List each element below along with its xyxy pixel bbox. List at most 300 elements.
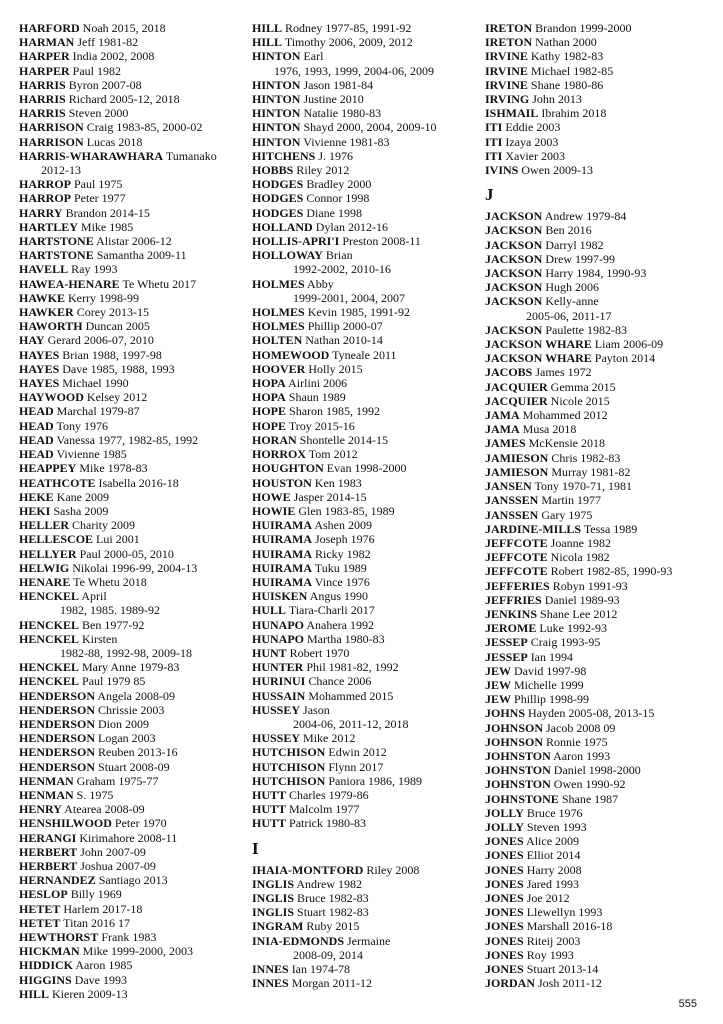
entry-details: Gemma 2015 bbox=[550, 379, 616, 394]
entry-surname: HINTON bbox=[252, 49, 301, 64]
entry-surname: JESSEP bbox=[485, 649, 528, 664]
index-entry bbox=[252, 561, 484, 575]
entry-details: Paul 1982 bbox=[72, 63, 122, 78]
entry-surname: HARRISON bbox=[19, 120, 84, 135]
entry-details: Duncan 2005 bbox=[85, 319, 150, 334]
index-entry bbox=[19, 774, 251, 788]
entry-surname: HEAD bbox=[19, 418, 54, 433]
index-entry bbox=[485, 777, 721, 791]
entry-details: Charles 1979-86 bbox=[289, 787, 369, 802]
entry-surname: HOLLOWAY bbox=[252, 248, 323, 263]
entry-details: Frank 1983 bbox=[101, 930, 157, 944]
entry-surname: JACKSON bbox=[485, 266, 543, 281]
entry-details: Brian bbox=[325, 248, 353, 263]
entry-details: Jermaine bbox=[347, 933, 391, 948]
entry-surname: JACKSON bbox=[485, 280, 543, 295]
entry-surname: HUNTER bbox=[252, 660, 304, 675]
entry-surname: HOUGHTON bbox=[252, 461, 324, 476]
entry-surname: INNES bbox=[252, 976, 289, 991]
entry-details: Eddie 2003 bbox=[505, 120, 561, 135]
index-entry bbox=[19, 277, 251, 291]
entry-surname: INGLIS bbox=[252, 876, 295, 891]
entry-surname: HUIRAMA bbox=[252, 518, 312, 533]
section-letter-heading: J bbox=[485, 185, 494, 205]
index-entry bbox=[485, 223, 721, 237]
index-entry bbox=[485, 749, 721, 763]
index-entry bbox=[19, 319, 251, 333]
index-entry bbox=[19, 333, 251, 347]
entry-details: Lucas 2018 bbox=[86, 134, 143, 149]
entry-details: Phillip 1998-99 bbox=[514, 692, 590, 707]
entry-surname: HOLMES bbox=[252, 319, 305, 334]
index-entry bbox=[485, 135, 721, 149]
entry-details: Brandon 1999-2000 bbox=[535, 21, 632, 35]
entry-surname: HARPER bbox=[19, 49, 70, 64]
entry-surname: JEFFCOTE bbox=[485, 550, 548, 565]
entry-surname: HODGES bbox=[252, 177, 304, 192]
entry-details: Riley 2008 bbox=[366, 862, 420, 877]
index-entry bbox=[252, 575, 484, 589]
entry-details: Riteij 2003 bbox=[526, 933, 581, 948]
index-entry bbox=[19, 191, 251, 205]
entry-details: Paul 1975 bbox=[74, 177, 123, 192]
index-entry bbox=[19, 234, 251, 248]
entry-surname: JARDINE-MILLS bbox=[485, 521, 582, 536]
entry-continuation: 1982-88, 1992-98, 2009-18 bbox=[60, 645, 192, 660]
index-entry bbox=[19, 731, 251, 745]
entry-surname: HENSHILWOOD bbox=[19, 816, 112, 831]
entry-details: Billy 1969 bbox=[70, 887, 122, 902]
entry-surname: INGLIS bbox=[252, 890, 295, 905]
entry-details: Tiara-Charli 2017 bbox=[288, 603, 375, 618]
entry-details: April bbox=[81, 589, 107, 604]
entry-surname: HUNAPO bbox=[252, 617, 304, 632]
entry-surname: JEW bbox=[485, 677, 512, 692]
entry-details: Harlem 2017-18 bbox=[63, 901, 143, 916]
index-entry bbox=[485, 149, 721, 163]
entry-details: Peter 1970 bbox=[114, 816, 167, 831]
entry-details: Roy 1993 bbox=[526, 947, 574, 962]
entry-details: Paul 1979 85 bbox=[82, 674, 146, 689]
entry-details: Stuart 2013-14 bbox=[526, 962, 599, 976]
index-entry bbox=[485, 380, 721, 394]
entry-details: Musa 2018 bbox=[522, 422, 577, 437]
entry-surname: JORDAN bbox=[485, 976, 535, 991]
entry-surname: JANSSEN bbox=[485, 507, 539, 522]
entry-surname: JACKSON bbox=[485, 237, 543, 252]
entry-surname: HEKI bbox=[19, 503, 51, 518]
index-entry bbox=[252, 674, 484, 688]
entry-surname: HAWKE bbox=[19, 290, 66, 305]
index-entry bbox=[19, 575, 251, 589]
entry-details: Shane 1987 bbox=[561, 791, 619, 806]
entry-details: Preston 2008-11 bbox=[342, 234, 421, 249]
entry-surname: JOLLY bbox=[485, 819, 524, 834]
entry-details: Nathan 2010-14 bbox=[305, 333, 383, 348]
entry-details: Kathy 1982-83 bbox=[530, 49, 604, 64]
index-entry bbox=[485, 479, 721, 493]
index-entry bbox=[19, 92, 251, 106]
entry-details: Peter 1977 bbox=[74, 191, 126, 206]
entry-surname: HELLESCOE bbox=[19, 532, 94, 547]
entry-details: Ricky 1982 bbox=[315, 546, 371, 561]
entry-details: Jasper 2014-15 bbox=[293, 489, 367, 504]
entry-surname: HAYES bbox=[19, 376, 60, 391]
entry-surname: HARRIS bbox=[19, 106, 66, 121]
entry-details: Kelsey 2012 bbox=[86, 390, 148, 405]
entry-surname: HENMAN bbox=[19, 787, 74, 802]
entry-details: Izaya 2003 bbox=[505, 134, 559, 149]
index-entry bbox=[485, 621, 721, 635]
index-entry bbox=[485, 49, 721, 63]
entry-details: Michael 1982-85 bbox=[530, 63, 614, 78]
entry-surname: JOHNSTON bbox=[485, 763, 551, 778]
index-entry bbox=[252, 618, 484, 632]
entry-surname: IRVINE bbox=[485, 77, 528, 92]
index-entry bbox=[19, 362, 251, 376]
entry-details: Patrick 1980-83 bbox=[289, 816, 367, 831]
index-entry bbox=[252, 248, 484, 276]
index-entry bbox=[19, 490, 251, 504]
index-entry bbox=[252, 333, 484, 347]
index-entry bbox=[19, 873, 251, 887]
entry-surname: HENDERSON bbox=[19, 731, 96, 746]
index-entry bbox=[252, 21, 484, 35]
index-entry bbox=[485, 365, 721, 379]
index-entry bbox=[19, 760, 251, 774]
entry-continuation: 1982, 1985. 1989-92 bbox=[60, 603, 160, 618]
index-entry bbox=[252, 891, 484, 905]
entry-details: Jason 1981-84 bbox=[303, 77, 374, 92]
entry-surname: HILL bbox=[19, 986, 50, 1001]
index-entry bbox=[252, 863, 484, 877]
entry-surname: HOPA bbox=[252, 376, 286, 391]
entry-surname: IRETON bbox=[485, 21, 533, 35]
index-entry bbox=[252, 703, 484, 731]
index-column-3 bbox=[485, 21, 721, 990]
entry-details: Vivienne 1981-83 bbox=[303, 134, 390, 149]
entry-details: Mike 1978-83 bbox=[79, 461, 148, 476]
entry-details: Stuart 2008-09 bbox=[98, 759, 170, 774]
entry-surname: INIA-EDMONDS bbox=[252, 933, 345, 948]
index-entry bbox=[485, 436, 721, 450]
entry-details: Phil 1981-82, 1992 bbox=[306, 660, 399, 675]
entry-details: Connor 1998 bbox=[306, 191, 370, 206]
entry-details: Nikolai 1996-99, 2004-13 bbox=[72, 560, 198, 575]
section-letter-heading: I bbox=[252, 838, 259, 858]
entry-details: Nicole 2015 bbox=[550, 393, 610, 408]
entry-surname: HOLTEN bbox=[252, 333, 303, 348]
entry-surname: IHAIA-MONTFORD bbox=[252, 862, 364, 877]
entry-continuation: 1992-2002, 2010-16 bbox=[293, 262, 391, 277]
index-entry bbox=[19, 120, 251, 134]
entry-surname: HEAPPEY bbox=[19, 461, 77, 476]
entry-details: Ibrahim 2018 bbox=[541, 106, 607, 121]
entry-surname: HUTCHISON bbox=[252, 773, 326, 788]
index-entry bbox=[19, 106, 251, 120]
entry-details: Llewellyn 1993 bbox=[526, 905, 603, 920]
entry-surname: HETET bbox=[19, 915, 61, 930]
entry-surname: IRVING bbox=[485, 92, 530, 107]
index-entry bbox=[252, 905, 484, 919]
entry-surname: JEROME bbox=[485, 621, 537, 636]
index-entry bbox=[485, 35, 721, 49]
entry-surname: IRETON bbox=[485, 35, 533, 50]
index-entry bbox=[485, 337, 721, 351]
index-entry bbox=[485, 962, 721, 976]
index-entry bbox=[485, 848, 721, 862]
entry-surname: HUTCHISON bbox=[252, 745, 326, 760]
entry-details: Robert 1970 bbox=[289, 645, 350, 660]
entry-details: Aaron 1985 bbox=[75, 958, 133, 973]
index-entry bbox=[19, 973, 251, 987]
entry-surname: HENDERSON bbox=[19, 716, 96, 731]
index-entry bbox=[19, 916, 251, 930]
entry-details: Joanne 1982 bbox=[550, 535, 611, 550]
entry-details: Kevin 1985, 1991-92 bbox=[307, 305, 411, 320]
index-entry bbox=[252, 532, 484, 546]
entry-continuation: 2005-06, 2011-17 bbox=[526, 308, 612, 323]
entry-details: Ruby 2015 bbox=[306, 919, 360, 934]
entry-surname: JOHNSON bbox=[485, 720, 544, 735]
index-entry bbox=[252, 802, 484, 816]
entry-details: Dion 2009 bbox=[98, 716, 150, 731]
index-entry bbox=[19, 291, 251, 305]
entry-surname: JONES bbox=[485, 905, 524, 920]
index-entry bbox=[252, 877, 484, 891]
index-column-1 bbox=[19, 21, 251, 1001]
index-entry bbox=[485, 593, 721, 607]
entry-surname: JACOBS bbox=[485, 365, 533, 380]
index-entry bbox=[252, 788, 484, 802]
entry-details: Kane 2009 bbox=[56, 489, 110, 504]
entry-details: Gerard 2006-07, 2010 bbox=[47, 333, 154, 348]
entry-details: Bruce 1982-83 bbox=[297, 890, 369, 905]
entry-details: Riley 2012 bbox=[296, 163, 350, 178]
entry-details: Daniel 1998-2000 bbox=[553, 763, 641, 778]
index-entry bbox=[485, 294, 721, 322]
entry-details: Atearea 2008-09 bbox=[64, 802, 145, 817]
index-entry bbox=[252, 149, 484, 163]
entry-details: Nicola 1982 bbox=[550, 550, 610, 565]
entry-details: Steven 2000 bbox=[68, 106, 129, 121]
entry-surname: JONES bbox=[485, 876, 524, 891]
entry-surname: HEWTHORST bbox=[19, 930, 99, 944]
index-entry bbox=[485, 394, 721, 408]
entry-surname: HIDDICK bbox=[19, 958, 74, 973]
index-entry bbox=[252, 760, 484, 774]
entry-surname: HAWORTH bbox=[19, 319, 83, 334]
entry-details: Richard 2005-12, 2018 bbox=[68, 92, 180, 107]
index-entry bbox=[252, 490, 484, 504]
index-entry bbox=[19, 376, 251, 390]
index-entry bbox=[485, 120, 721, 134]
entry-surname: JACQUIER bbox=[485, 393, 548, 408]
entry-surname: HETET bbox=[19, 901, 61, 916]
entry-details: McKensie 2018 bbox=[528, 436, 605, 451]
index-entry bbox=[19, 859, 251, 873]
entry-surname: JONES bbox=[485, 862, 524, 877]
entry-details: Alice 2009 bbox=[526, 834, 580, 849]
entry-surname: JEFFERIES bbox=[485, 578, 550, 593]
entry-surname: HEATHCOTE bbox=[19, 475, 96, 490]
entry-details: Santiago 2013 bbox=[98, 873, 168, 888]
entry-details: Te Whetu 2018 bbox=[73, 574, 147, 589]
entry-surname: HARTLEY bbox=[19, 219, 78, 234]
entry-details: Owen 1990-92 bbox=[553, 777, 626, 792]
index-entry bbox=[19, 958, 251, 972]
entry-surname: HORAN bbox=[252, 432, 297, 447]
index-entry bbox=[252, 919, 484, 933]
entry-details: Angus 1990 bbox=[309, 589, 369, 604]
entry-surname: JOHNSTON bbox=[485, 777, 551, 792]
entry-surname: HENCKEL bbox=[19, 589, 80, 604]
index-entry bbox=[485, 536, 721, 550]
entry-details: Shaun 1989 bbox=[288, 390, 346, 405]
index-entry bbox=[485, 422, 721, 436]
entry-surname: HUIRAMA bbox=[252, 546, 312, 561]
entry-surname: JONES bbox=[485, 947, 524, 962]
entry-surname: HARRISON bbox=[19, 134, 84, 149]
entry-surname: ITI bbox=[485, 134, 503, 149]
entry-surname: HULL bbox=[252, 603, 287, 618]
index-entry bbox=[485, 465, 721, 479]
entry-surname: JOHNS bbox=[485, 706, 526, 721]
entry-surname: JEFFRIES bbox=[485, 592, 542, 607]
index-entry bbox=[252, 404, 484, 418]
entry-details: Ian 1974-78 bbox=[291, 962, 351, 976]
index-entry bbox=[485, 64, 721, 78]
entry-continuation: 1976, 1993, 1999, 2004-06, 2009 bbox=[274, 63, 434, 78]
entry-details: Te Whetu 2017 bbox=[122, 276, 197, 291]
index-entry bbox=[252, 476, 484, 490]
entry-surname: HEAD bbox=[19, 447, 54, 462]
index-entry bbox=[485, 266, 721, 280]
entry-details: Daniel 1989-93 bbox=[544, 592, 620, 607]
entry-details: Tony 1970-71, 1981 bbox=[534, 479, 632, 494]
index-entry bbox=[485, 252, 721, 266]
entry-details: Edwin 2012 bbox=[328, 745, 387, 760]
entry-details: Paulette 1982-83 bbox=[545, 322, 627, 337]
entry-surname: HENCKEL bbox=[19, 674, 80, 689]
entry-surname: JACKSON bbox=[485, 223, 543, 238]
index-entry bbox=[252, 689, 484, 703]
entry-details: Holly 2015 bbox=[308, 361, 363, 376]
entry-details: Glen 1983-85, 1989 bbox=[298, 503, 395, 518]
entry-surname: ISHMAIL bbox=[485, 106, 539, 121]
entry-surname: HELLYER bbox=[19, 546, 77, 561]
entry-surname: HOLMES bbox=[252, 276, 305, 291]
entry-surname: HUSSEY bbox=[252, 731, 301, 746]
entry-surname: HUIRAMA bbox=[252, 574, 312, 589]
index-entry bbox=[19, 504, 251, 518]
index-entry bbox=[19, 476, 251, 490]
entry-details: Luke 1992-93 bbox=[539, 621, 607, 636]
entry-details: Michelle 1999 bbox=[514, 677, 584, 692]
entry-surname: JAMES bbox=[485, 436, 526, 451]
entry-details: Paniora 1986, 1989 bbox=[328, 773, 423, 788]
entry-details: Ken 1983 bbox=[314, 475, 362, 490]
entry-surname: HENCKEL bbox=[19, 660, 80, 675]
entry-surname: HURINUI bbox=[252, 674, 306, 689]
index-entry bbox=[19, 64, 251, 78]
entry-surname: HITCHENS bbox=[252, 148, 316, 163]
page-number: 555 bbox=[678, 998, 697, 1010]
entry-surname: JONES bbox=[485, 933, 524, 948]
entry-details: Graham 1975-77 bbox=[76, 773, 159, 788]
index-entry bbox=[19, 674, 251, 688]
entry-surname: JANSEN bbox=[485, 479, 532, 494]
entry-details: Bruce 1976 bbox=[526, 805, 583, 820]
index-entry bbox=[19, 447, 251, 461]
index-entry bbox=[252, 191, 484, 205]
entry-details: Dave 1993 bbox=[74, 972, 128, 987]
index-entry bbox=[19, 547, 251, 561]
entry-details: Brian 1988, 1997-98 bbox=[62, 347, 162, 362]
entry-details: Sharon 1985, 1992 bbox=[289, 404, 381, 419]
entry-details: Dave 1985, 1988, 1993 bbox=[62, 361, 175, 376]
index-entry bbox=[485, 106, 721, 120]
entry-details: Vanessa 1977, 1982-85, 1992 bbox=[56, 432, 199, 447]
entry-details: Mohammed 2012 bbox=[522, 408, 608, 423]
entry-surname: JEFFCOTE bbox=[485, 535, 548, 550]
entry-surname: HUTT bbox=[252, 802, 287, 817]
index-entry bbox=[252, 120, 484, 134]
index-entry bbox=[19, 902, 251, 916]
entry-details: Craig 1983-85, 2000-02 bbox=[86, 120, 203, 135]
entry-details: Diane 1998 bbox=[306, 205, 363, 220]
entry-details: Joseph 1976 bbox=[315, 532, 375, 547]
entry-surname: HUNT bbox=[252, 645, 287, 660]
index-entry bbox=[252, 305, 484, 319]
entry-surname: HARTSTONE bbox=[19, 248, 94, 263]
index-entry bbox=[19, 78, 251, 92]
index-entry bbox=[19, 802, 251, 816]
entry-continuation: 2008-09, 2014 bbox=[293, 947, 363, 962]
entry-details: Anahera 1992 bbox=[306, 617, 374, 632]
index-entry bbox=[19, 689, 251, 703]
entry-surname: INGRAM bbox=[252, 919, 304, 934]
entry-surname: HODGES bbox=[252, 191, 304, 206]
entry-surname: JONES bbox=[485, 962, 524, 976]
index-entry bbox=[252, 962, 484, 976]
entry-surname: JESSEP bbox=[485, 635, 528, 650]
index-entry bbox=[252, 78, 484, 92]
entry-details: Payton 2014 bbox=[594, 351, 656, 366]
entry-details: Kirsten bbox=[82, 631, 118, 646]
entry-details: Chrissie 2003 bbox=[98, 702, 165, 717]
entry-surname: HOMEWOOD bbox=[252, 347, 330, 362]
index-entry bbox=[485, 891, 721, 905]
entry-surname: HODGES bbox=[252, 205, 304, 220]
index-entry bbox=[252, 390, 484, 404]
entry-surname: JACQUIER bbox=[485, 379, 548, 394]
entry-surname: JAMA bbox=[485, 408, 520, 423]
index-entry bbox=[19, 206, 251, 220]
entry-details: Drew 1997-99 bbox=[545, 251, 615, 266]
entry-surname: HINTON bbox=[252, 92, 301, 107]
index-entry bbox=[252, 234, 484, 248]
index-entry bbox=[252, 177, 484, 191]
index-entry bbox=[485, 408, 721, 422]
index-entry bbox=[19, 518, 251, 532]
entry-details: Vivienne 1985 bbox=[56, 447, 127, 462]
index-entry bbox=[485, 721, 721, 735]
entry-details: Kieren 2009-13 bbox=[52, 986, 128, 1001]
index-entry bbox=[252, 646, 484, 660]
entry-surname: HARPER bbox=[19, 63, 70, 78]
index-entry bbox=[485, 323, 721, 337]
